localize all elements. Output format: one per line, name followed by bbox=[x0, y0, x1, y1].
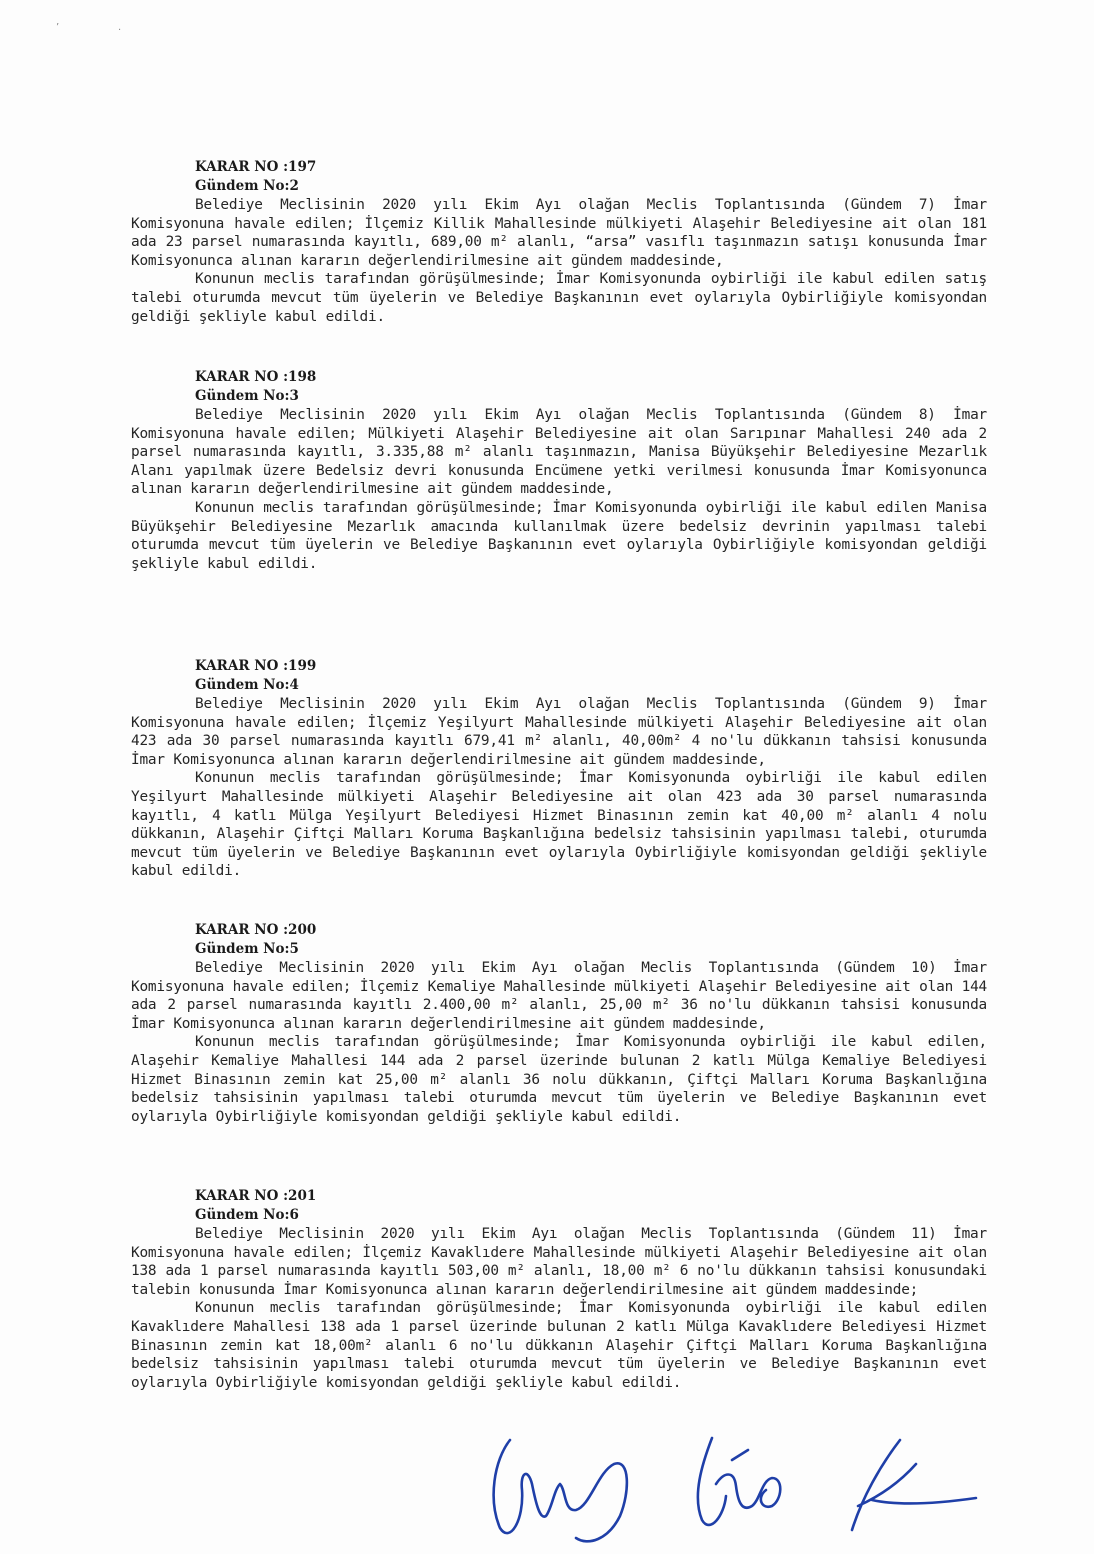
decision-result: Konunun meclis tarafından görüşülmesinde; İmar Komisyonunda oybirliği ile kabul edilen Yeşilyurt Mahallesinde mülkiyeti Alaşehir Belediyesine ait olan 423 ada 30 parsel numarasında kayıtlı, 4 katlı Mülga Yeşilyurt Belediyesi Hizmet Binasının zemin kat 40,00 m² alanlı 4 nolu dükkanın, Alaşehir Çiftçi Malları Koruma Başkanlığına bedelsiz tahsisinin yapılması talebi, oturumda mevcut tüm üyelerin ve Belediye Başkanının evet oylarıyla Oybirliğiyle komisyondan geldiği şekliyle kabul edildi. bbox=[131, 770, 987, 880]
decision-text: Belediye Meclisinin 2020 yılı Ekim Ayı olağan Meclis Toplantısında (Gündem 10) İmar Komisyonuna havale edilen; İlçemiz Kemaliye Mahallesinde mülkiyeti Alaşehir Belediyesine ait olan 144 ada 2 parsel numarasında kayıtlı 2.400,00 m² alanlı, 25,00 m² 36 no'lu dükkanın tahsisi konusunda İmar Komisyonunca alınan kararın değerlendirilmesine ait gündem maddesinde, bbox=[131, 960, 987, 1032]
decision-199 bbox=[131, 657, 987, 881]
karar-no: KARAR NO :197 bbox=[195, 159, 317, 175]
decision-result: Konunun meclis tarafından görüşülmesinde; İmar Komisyonunda oybirliği ile kabul edilen Manisa Büyükşehir Belediyesine Mezarlık amacında kullanılmak üzere bedelsiz devrinin yapılması talebi oturumda mevcut tüm üyelerin ve Belediye Başkanının evet oylarıyla Oybirliğiyle komisyondan geldiği şekliyle kabul edildi. bbox=[131, 499, 987, 572]
decision-197 bbox=[131, 158, 987, 326]
handwritten-signatures bbox=[480, 1420, 1000, 1550]
decision-198 bbox=[131, 368, 987, 573]
gundem-no: Gündem No:4 bbox=[195, 677, 299, 693]
karar-no: KARAR NO :201 bbox=[195, 1188, 317, 1204]
decision-result: Konunun meclis tarafından görüşülmesinde; İmar Komisyonunda oybirliği ile kabul edilen satış talebi oturumda mevcut tüm üyelerin ve Belediye Başkanının evet oylarıyla Oybirliğiyle komisyondan geldiği şekliyle kabul edildi. bbox=[131, 271, 987, 325]
signature-2 bbox=[698, 1438, 780, 1525]
signature-3 bbox=[852, 1440, 976, 1530]
decision-text: Belediye Meclisinin 2020 yılı Ekim Ayı olağan Meclis Toplantısında (Gündem 11) İmar Komisyonuna havale edilen; İlçemiz Kavaklıdere Mahallesinde mülkiyeti Alaşehir Belediyesine ait olan 138 ada 1 parsel numarasında kayıtlı 503,00 m² alanlı, 18,00 m² 6 no'lu dükkanın tahsisi konusundaki talebin konusunda İmar Komisyonunca alınan kararın değerlendirilmesine ait gündem maddesinde; bbox=[131, 1226, 987, 1298]
decision-201 bbox=[131, 1187, 987, 1392]
gundem-no: Gündem No:6 bbox=[195, 1207, 299, 1223]
gundem-no: Gündem No:2 bbox=[195, 178, 299, 194]
decision-200 bbox=[131, 921, 987, 1126]
scan-speck: ’ bbox=[56, 22, 60, 33]
signature-1 bbox=[494, 1440, 627, 1541]
decision-result: Konunun meclis tarafından görüşülmesinde; İmar Komisyonunda oybirliği ile kabul edilen Kavaklıdere Mahallesi 138 ada 1 parsel üzerinde bulunan 2 katlı Mülga Kavaklıdere Belediyesi Hizmet Binasının zemin kat 18,00m² alanlı 6 no'lu dükkanın Alaşehir Çiftçi Malları Koruma Başkanlığına bedelsiz tahsisinin yapılması talebi oturumda mevcut tüm üyelerin ve Belediye Başkanının evet oylarıyla Oybirliğiyle komisyondan geldiği şekliyle kabul edildi. bbox=[131, 1300, 987, 1391]
decision-text: Belediye Meclisinin 2020 yılı Ekim Ayı olağan Meclis Toplantısında (Gündem 8) İmar Komisyonuna havale edilen; Mülkiyeti Alaşehir Belediyesine ait olan Sarıpınar Mahallesi 240 ada 2 parsel numarasında kayıtlı, 3.335,88 m² alanlı taşınmazın, Manisa Büyükşehir Belediyesine Mezarlık Alanı yapılmak üzere Bedelsiz devri konusunda Encümene yetki verilmesi konusunda İmar Komisyonunca alınan kararın değerlendirilmesine ait gündem maddesinde, bbox=[131, 407, 987, 498]
gundem-no: Gündem No:5 bbox=[195, 941, 299, 957]
scan-speck: · bbox=[118, 25, 122, 36]
gundem-no: Gündem No:3 bbox=[195, 388, 299, 404]
decision-result: Konunun meclis tarafından görüşülmesinde; İmar Komisyonunda oybirliği ile kabul edilen, Alaşehir Kemaliye Mahallesi 144 ada 2 parsel üzerinde bulunan 2 katlı Mülga Kemaliye Belediyesi Hizmet Binasının zemin kat 25,00 m² alanlı 36 nolu dükkanın, Çiftçi Malları Koruma Başkanlığına bedelsiz tahsisinin yapılması talebi oturumda mevcut tüm üyelerin ve Belediye Başkanının evet oylarıyla Oybirliğiyle komisyondan geldiği şekliyle kabul edildi. bbox=[131, 1034, 987, 1125]
karar-no: KARAR NO :200 bbox=[195, 922, 317, 938]
karar-no: KARAR NO :199 bbox=[195, 658, 317, 674]
decision-text: Belediye Meclisinin 2020 yılı Ekim Ayı olağan Meclis Toplantısında (Gündem 9) İmar Komisyonuna havale edilen; İlçemiz Yeşilyurt Mahallesinde mülkiyeti Alaşehir Belediyesine ait olan 423 ada 30 parsel numarasında kayıtlı 679,41 m² alanlı, 40,00m² 4 no'lu dükkanın tahsisi konusunda İmar Komisyonunca alınan kararın değerlendirilmesine ait gündem maddesinde, bbox=[131, 696, 987, 768]
karar-no: KARAR NO :198 bbox=[195, 369, 317, 385]
decision-text: Belediye Meclisinin 2020 yılı Ekim Ayı olağan Meclis Toplantısında (Gündem 7) İmar Komisyonuna havale edilen; İlçemiz Killik Mahallesinde mülkiyeti Alaşehir Belediyesine ait olan 181 ada 23 parsel numarasında kayıtlı, 689,00 m² alanlı, “arsa” vasıflı taşınmazın satışı konusunda İmar Komisyonunca alınan kararın değerlendirilmesine ait gündem maddesinde, bbox=[131, 197, 987, 269]
